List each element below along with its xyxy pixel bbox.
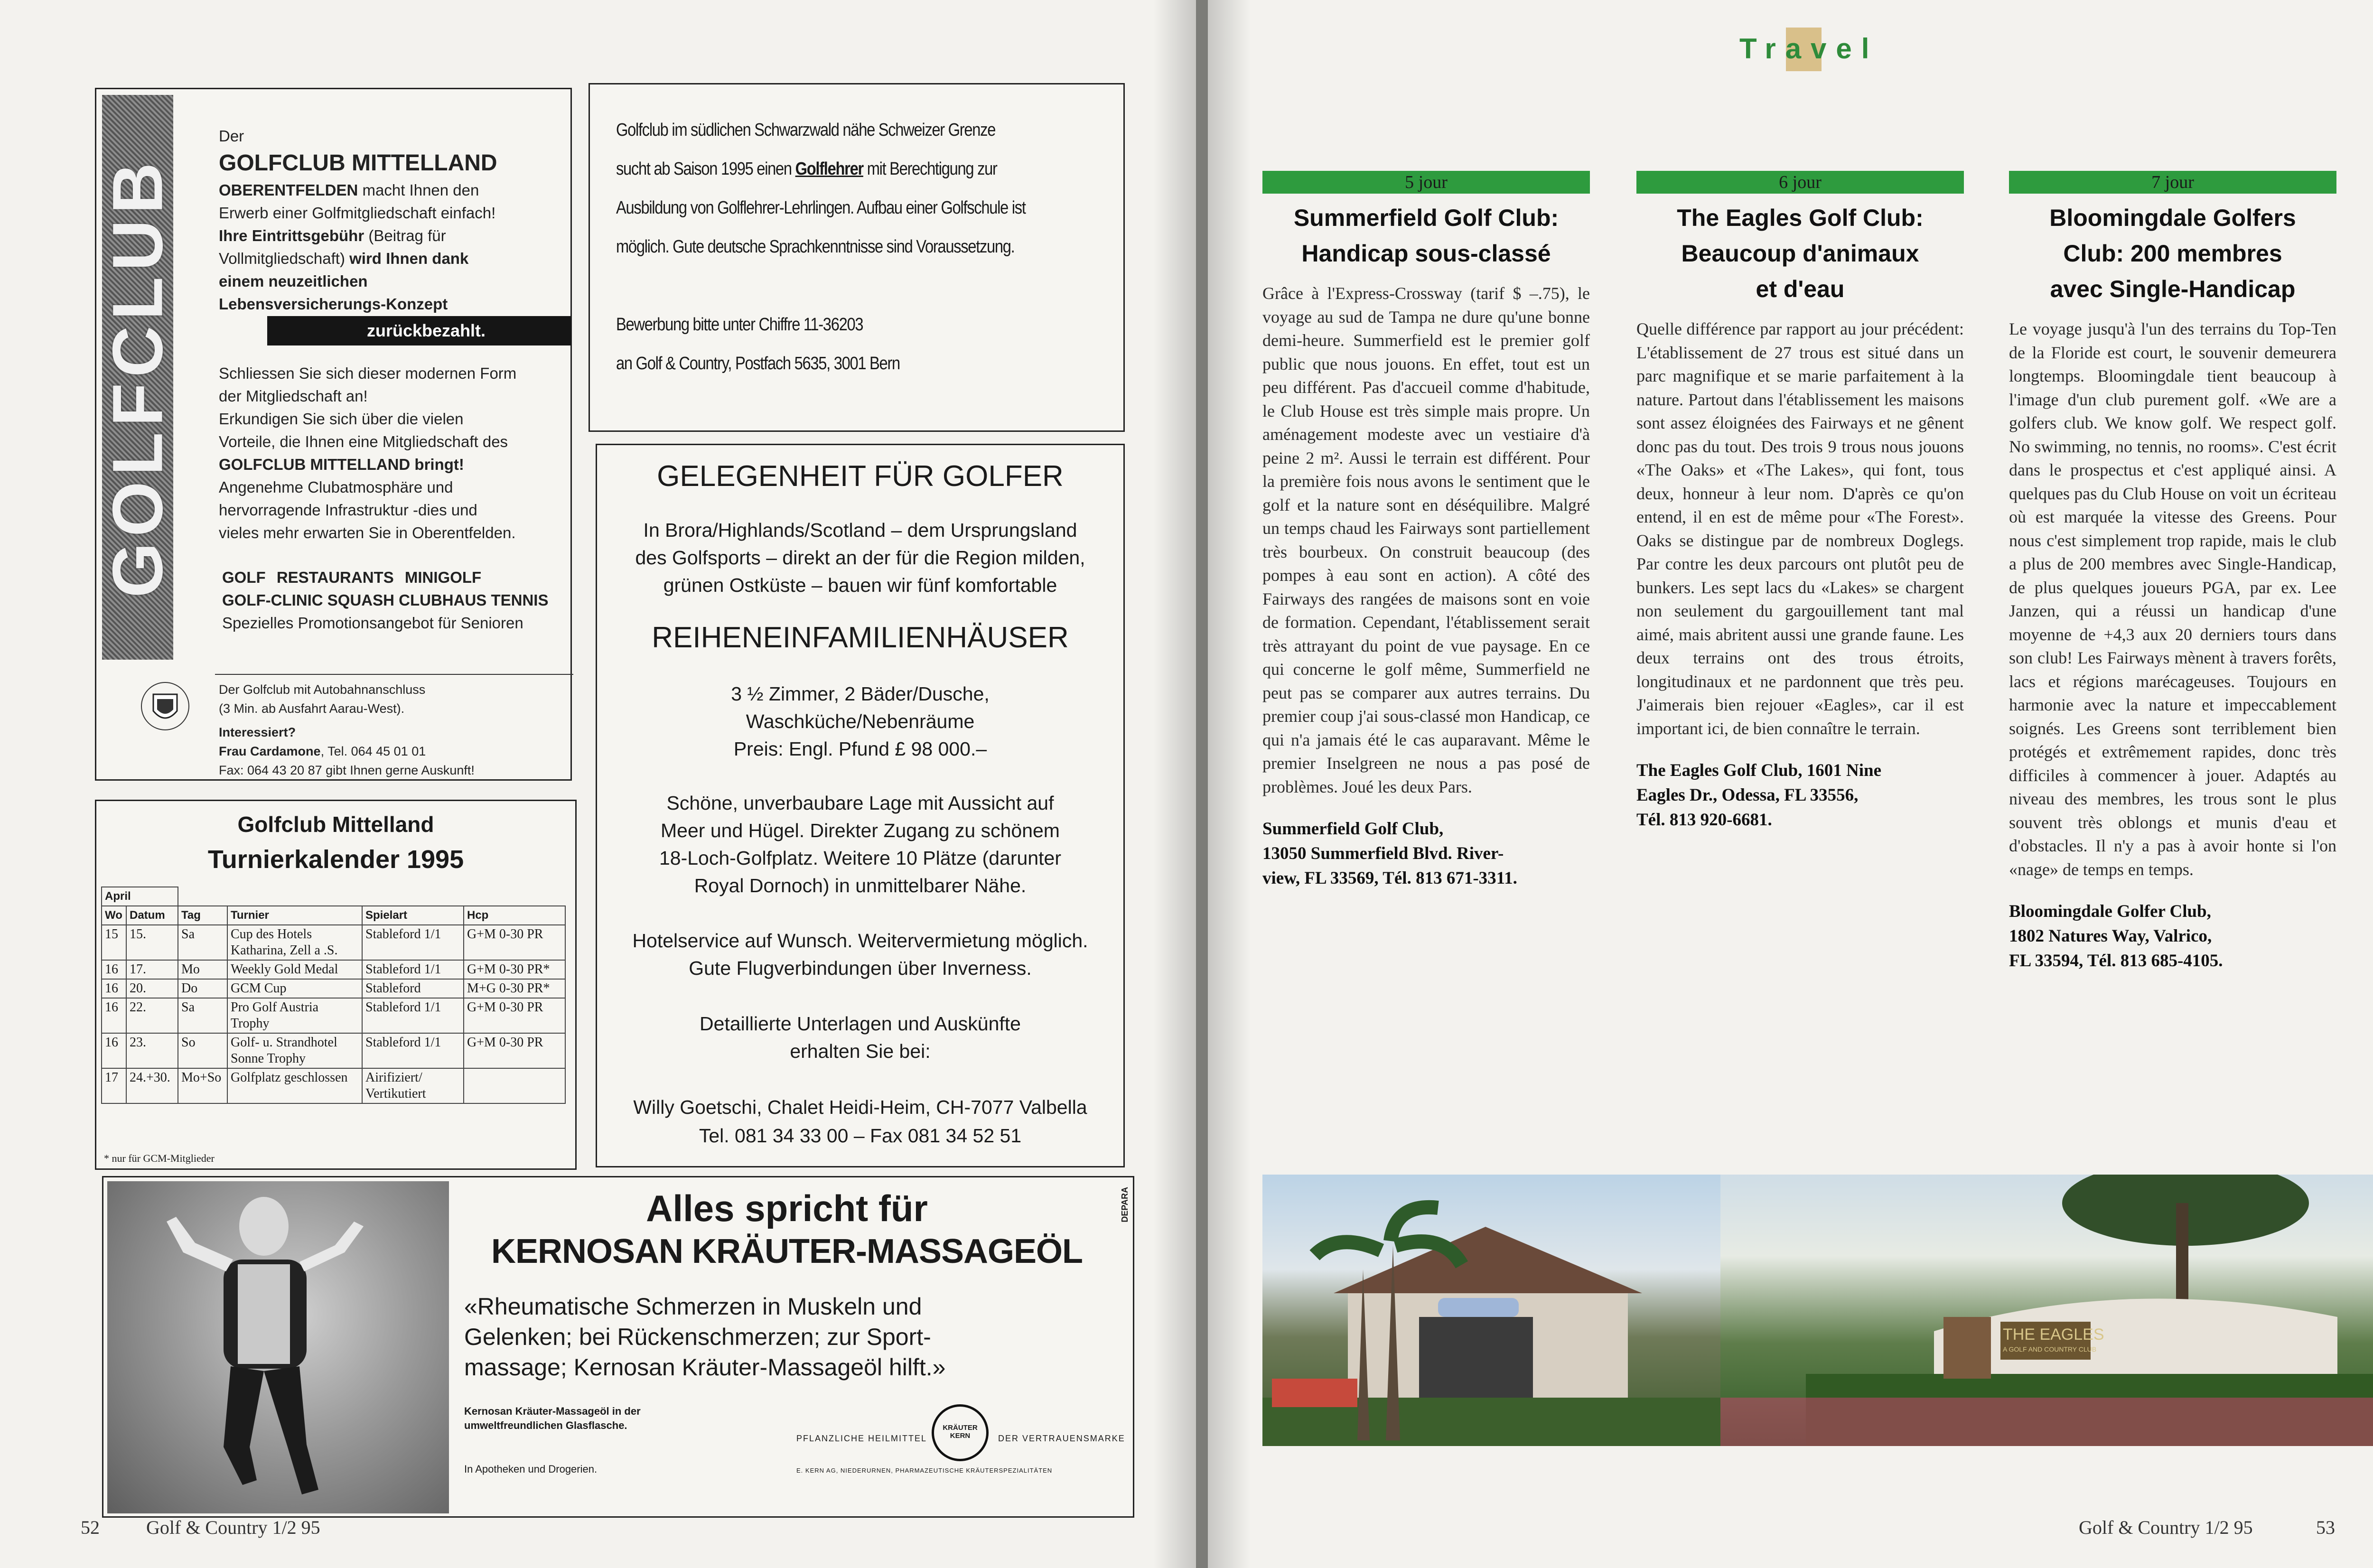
club-address: Bloomingdale Golfer Club, 1802 Natures Way, Valrico, FL 33594, Tél. 813 685-4105. — [2009, 902, 2223, 971]
table-header-row: Wo Datum Tag Turnier Spielart Hcp — [102, 906, 565, 925]
calendar-subtitle: Turnierkalender 1995 — [207, 845, 464, 874]
club-crest-icon — [139, 680, 191, 732]
month-header: April — [102, 887, 178, 906]
ad-title: GELEGENHEIT FÜR GOLFER — [657, 460, 1064, 493]
calendar-footnote: * nur für GCM-Mitglieder — [104, 1152, 215, 1164]
article-column-day7 — [2009, 171, 2336, 973]
ad-line: Der — [219, 127, 244, 145]
day-label: 5 jour — [1262, 171, 1590, 194]
magazine-footer: Golf & Country 1/2 95 — [146, 1517, 320, 1538]
table-row: 16 17. Mo Weekly Gold Medal Stableford 1/1 G+M 0-30 PR* — [102, 960, 565, 979]
ad-line: Ihre Eintrittsgebühr (Beitrag für — [219, 227, 446, 244]
ad-paragraph: In Brora/Highlands/Scotland – dem Ursprungsland des Golfsports – direkt an der für die Region milden, grünen Ostküste – bauen wir fünf komfortable — [635, 519, 1085, 596]
kernosan-availability: In Apotheken und Drogerien. — [464, 1463, 598, 1475]
golfclub-vertical-word: GOLFCLUB — [97, 157, 178, 598]
man-silhouette-icon — [107, 1181, 449, 1513]
clubhouse-illustration — [1262, 1175, 1720, 1446]
eagles-sign-subtext: A GOLF AND COUNTRY CLUB — [2003, 1345, 2097, 1353]
table-row: 16 23. So Golf- u. Strandhotel Sonne Trophy Stableford 1/1 G+M 0-30 PR — [102, 1033, 565, 1068]
ad-contact: Willy Goetschi, Chalet Heidi-Heim, CH-7077 Valbella Tel. 081 34 33 00 – Fax 081 34 52 51 — [633, 1096, 1087, 1147]
agency-mark: DEPARA — [1120, 1187, 1130, 1223]
ad-paragraph: Hotelservice auf Wunsch. Weitervermietung möglich. Gute Flugverbindungen über Inverness. — [632, 930, 1088, 979]
kernosan-headline-2: KERNOSAN KRÄUTER-MASSAGEÖL — [491, 1232, 1083, 1270]
kernosan-bottle-note: Kernosan Kräuter-Massageöl in der umweltfreundlichen Glasflasche. — [464, 1405, 641, 1431]
eagles-sign-text: THE EAGLES — [2003, 1325, 2104, 1344]
kernosan-fine-print: E. KERN AG, NIEDERURNEN, PHARMAZEUTISCHE KRÄUTERSPEZIALITÄTEN — [796, 1467, 1053, 1474]
page-number: 52 — [81, 1517, 100, 1538]
tournament-calendar — [95, 800, 577, 1170]
table-row: 16 20. Do GCM Cup Stableford M+G 0-30 PR* — [102, 979, 565, 998]
ad-heading: REIHENEINFAMILIENHÄUSER — [652, 621, 1069, 654]
club-address: Summerfield Golf Club, 13050 Summerfield Blvd. River- view, FL 33569, Tél. 813 671-3311. — [1262, 819, 1517, 888]
golf-instructor-ad — [589, 83, 1125, 432]
kernosan-headline-1: Alles spricht für — [646, 1187, 928, 1229]
eagles-landscape-illustration — [1720, 1175, 2373, 1446]
scotland-housing-ad — [596, 444, 1125, 1167]
day-label: 7 jour — [2009, 171, 2336, 194]
column-headline: The Eagles Golf Club: Beaucoup d'animaux et d'eau — [1677, 205, 1924, 302]
man-photo — [107, 1181, 449, 1513]
magazine-footer: Golf & Country 1/2 95 — [2079, 1517, 2253, 1538]
ad-line: möglich. Gute deutsche Sprachkenntnisse sind Voraussetzung. — [616, 237, 1015, 257]
refund-bar: zurückbezahlt. — [267, 316, 571, 345]
calendar-table — [101, 887, 566, 1104]
page-number: 53 — [2316, 1517, 2335, 1538]
ad-line: Erwerb einer Golfmitgliedschaft einfach! — [219, 204, 496, 222]
contact-info: Der Golfclub mit Autobahnanschluss (3 Min. ab Ausfahrt Aarau-West). Interessiert? Frau Cardamone, Tel. 064 45 01 01 Fax: 064 43 20 87 gibt Ihnen gerne Auskunft! — [219, 682, 475, 777]
ad-line: Vollmitgliedschaft) wird Ihnen dank — [219, 250, 469, 267]
ad-paragraph: Detaillierte Unterlagen und Auskünfte erhalten Sie bei: — [700, 1013, 1021, 1062]
column-body: Le voyage jusqu'à l'un des terrains du Top-Ten de la Floride est court, le souvenir demeurera longtemps. Bloomingdale tient beaucoup à l'image d'un club purement golf. «We are a golfers club. We know golf. We respect golf. No swimming, no tennis, no rooms». C'est écrit dans le prospectus et c'est appliqué ainsi. A quelques pas du Club House on voit un écriteau où est marquée la vitesse des Greens. Pour nous c'est simplement trop rapide, mais le club a plus de 200 membres avec Single-Handicap, de plus quelques joueurs PGA, par ex. Lee Janzen, qui a réussi un handicap d'une moyenne de +4,3 aux 20 derniers tours dans son club! Les Fairways mènent à travers forêts, lacs et régions marécageuses. Toujours en harmonie avec la nature et impeccablement soignés. Les Greens sont terriblement bien protégés et extrêmement rapides, donc très difficiles à commencer à jouer. Adaptés au niveau des membres, les trous sont le plus souvent très oblongs et munis d'eau et d'obstacles. Il n'y a pas à avoir honte si l'on «nage» de temps en temps. — [2009, 319, 2336, 879]
seal-left-text: PFLANZLICHE HEILMITTEL — [796, 1434, 927, 1443]
table-row: 17 24.+30. Mo+So Golfplatz geschlossen Airifiziert/ Vertikutiert — [102, 1068, 565, 1103]
amenities: GOLF RESTAURANTS MINIGOLF GOLF-CLINIC SQUASH CLUBHAUS TENNIS Spezielles Promotionsangebot für Senioren — [222, 569, 549, 632]
kern-seal-icon: KRÄUTER KERN — [932, 1404, 989, 1461]
club-name: GOLFCLUB MITTELLAND — [219, 150, 497, 176]
kernosan-ad — [102, 1176, 1134, 1518]
kernosan-quote: «Rheumatische Schmerzen in Muskeln und Gelenken; bei Rückenschmerzen; zur Sport- massage; Kernosan Kräuter-Massageöl hilft.» — [464, 1293, 946, 1381]
ad-line: sucht ab Saison 1995 einen Golflehrer mit Berechtigung zur — [616, 159, 997, 179]
ad-paragraph: Schöne, unverbaubare Lage mit Aussicht auf Meer und Hügel. Direkter Zugang zu schönem 18-Loch-Golfplatz. Weitere 10 Plätze (darunter Royal Dornoch) in unmittelbarer Nähe. — [659, 792, 1061, 896]
ad-paragraph: 3 ½ Zimmer, 2 Bäder/Dusche, Waschküche/Nebenräume Preis: Engl. Pfund £ 98 000.– — [731, 683, 990, 760]
ad-line: Lebensversicherungs-Konzept — [219, 295, 448, 313]
right-page — [1208, 0, 2373, 1568]
golfclub-paragraph: Schliessen Sie sich dieser modernen Form der Mitgliedschaft an! Erkundigen Sie sich über die vielen Vorteile, die Ihnen eine Mitgliedschaft des GOLFCLUB MITTELLAND bringt! Angenehme Clubatmosphäre und hervorragende Infrastruktur -dies und vieles mehr erwarten Sie in Oberentfelden. — [219, 364, 517, 541]
column-headline: Summerfield Golf Club: Handicap sous-classé — [1293, 205, 1559, 267]
article-column-day6 — [1636, 171, 1964, 832]
table-row: 15 15. Sa Cup des Hotels Katharina, Zell a .S. Stableford 1/1 G+M 0-30 PR — [102, 925, 565, 960]
golfclub-vertical-banner — [97, 95, 178, 660]
club-address: The Eagles Golf Club, 1601 Nine Eagles Dr., Odessa, FL 33556, Tél. 813 920-6681. — [1636, 761, 1881, 830]
column-body: Grâce à l'Express-Crossway (tarif $ –.75), le voyage au sud de Tampa ne dure qu'une bonne demi-heure. Summerfield est le premier golf public que nous jouons. En effet, tout est un peu différent. Pas d'accueil comme d'habitude, le Club House est très simple mais propre. Un aménagement modeste avec un vestiaire d'à peine 2 m². Aussi le terrain est différent. Pour la première fois nous avons le sentiment que le golf et la nature sont en déséquilibre. Malgré un temps chaud les Fairways sont partiellement très bourbeux. On construit beaucoup (des pompes à eau sont en action). A côté des Fairways des rangées de maisons sont en voie de formation. Cependant, l'établissement serait très attrayant du point de vue paysage. En ce qui concerne le golf même, Summerfield ne peut pas se comparer aux autres terrains. Du premier coup j'ai sous-classé mon Handicap, ce qui n'a jamais été le cas auparavant. Même le premier Inselgreen ne nous a pas posé de problèmes. Joué les deux Pars. — [1262, 284, 1590, 796]
column-headline: Bloomingdale Golfers Club: 200 membres avec Single-Handicap — [2049, 205, 2296, 302]
ad-line: Golfclub im südlichen Schwarzwald nähe Schweizer Grenze — [616, 120, 996, 140]
ad-line: einem neuzeitlichen — [219, 272, 368, 290]
day-label: 6 jour — [1636, 171, 1964, 194]
ad-line: OBERENTFELDEN macht Ihnen den — [219, 181, 479, 199]
calendar-title: Golfclub Mittelland — [237, 812, 434, 837]
ad-line: an Golf & Country, Postfach 5635, 3001 Bern — [616, 354, 900, 373]
seal-right-text: DER VERTRAUENSMARKE — [998, 1434, 1125, 1443]
golfclub-mittelland-ad — [95, 88, 572, 781]
ad-line: Bewerbung bitte unter Chiffre 11-36203 — [616, 315, 863, 335]
column-body: Quelle différence par rapport au jour précédent: L'établissement de 27 trous est situé dans un parc magnifique et se marie parfaitement à la nature. Partout dans l'établissement les maisons sont assez éloignées des Fairways et ne gênent donc pas du tout. Des trois 9 trous nous jouons «The Oaks» et «The Lakes», qui font, tous deux, honneur à leur nom. D'après ce qu'on entend, il en est de même pour «The Forest». Oaks se distingue par de nombreux Doglegs. Par contre les deux parcours ont plutôt peu de bunkers. Les sept lacs du «Lakes» se chargent non seulement du gargouillement tant mal aimé, mais abritent aussi une grande faune. Les deux terrains ont des trous étroits, longitudinaux et ne pardonnent que très peu. J'aimerais bien rejouer «Eagles», car il est important ici, de bien connaître le terrain. — [1636, 319, 1964, 738]
eagles-sign-photo — [1720, 1175, 2373, 1446]
clubhouse-photo — [1262, 1175, 1720, 1446]
article-column-day5 — [1262, 171, 1590, 891]
ad-line: Ausbildung von Golflehrer-Lehrlingen. Aufbau einer Golfschule ist — [616, 198, 1026, 218]
table-row: 16 22. Sa Pro Golf Austria Trophy Stableford 1/1 G+M 0-30 PR — [102, 998, 565, 1033]
section-header: Travel — [1739, 33, 1879, 65]
